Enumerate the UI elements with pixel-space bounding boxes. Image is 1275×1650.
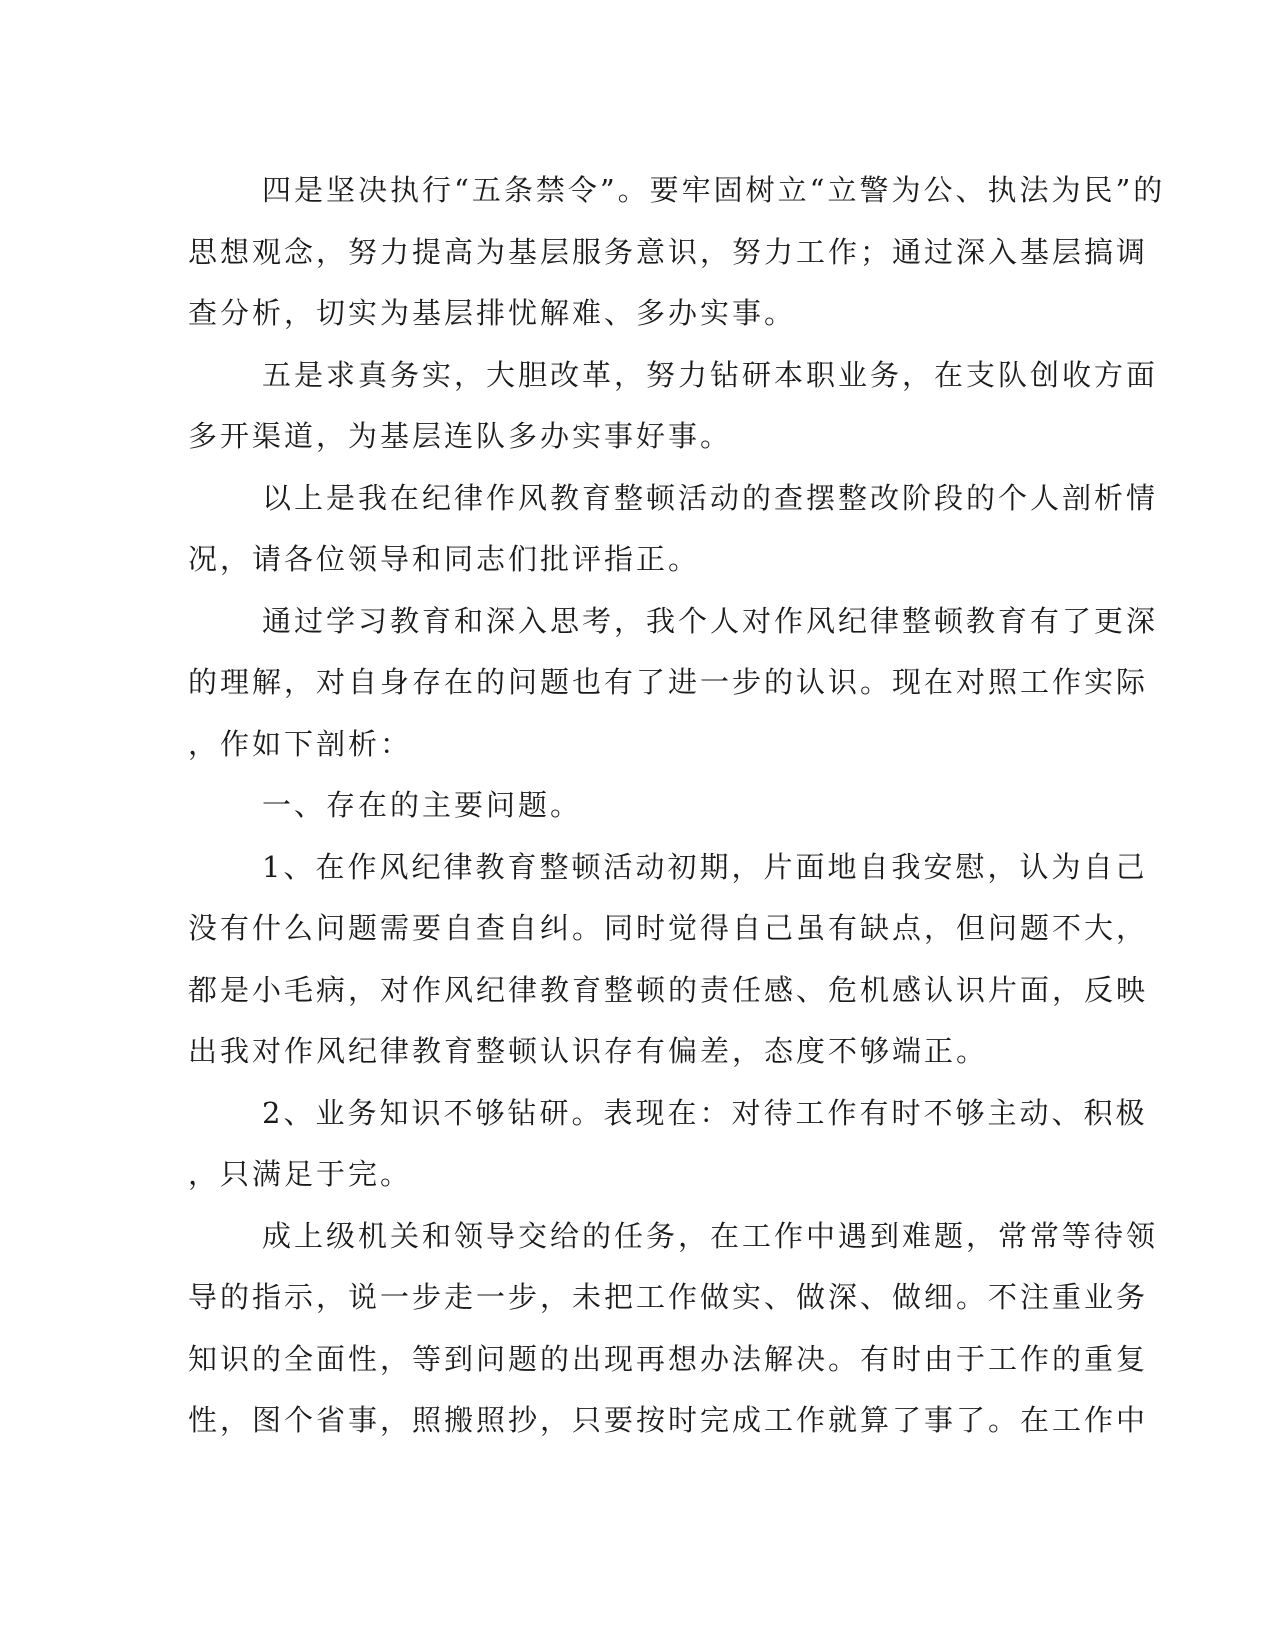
text-line: 出我对作风纪律教育整顿认识存有偏差，态度不够端正。 [188, 1034, 989, 1068]
text-line: 四是坚决执行“五条禁令”。要牢固树立“立警为公、执法为民”的 [262, 173, 1166, 207]
text-line: ，作如下剖析： [188, 726, 413, 761]
text-line: 1、在作风纪律教育整顿活动初期，片面地自我安慰，认为自己 [262, 849, 1148, 884]
text-line: 以上是我在纪律作风教育整顿活动的查摆整改阶段的个人剖析情 [262, 480, 1159, 515]
text-line: 况，请各位领导和同志们批评指正。 [188, 542, 701, 576]
text-line: 成上级机关和领导交给的任务，在工作中遇到难题，常常等待领 [262, 1218, 1159, 1253]
text-line: 2、业务知识不够钻研。表现在：对待工作有时不够主动、积极 [262, 1095, 1148, 1130]
text-line: 都是小毛病，对作风纪律教育整顿的责任感、危机感认识片面，反映 [188, 972, 1149, 1007]
text-line: 通过学习教育和深入思考，我个人对作风纪律整顿教育有了更深 [262, 603, 1159, 638]
text-line: 性，图个省事，照搬照抄，只要按时完成工作就算了事了。在工作中 [188, 1403, 1149, 1437]
document-body [188, 160, 1166, 1452]
text-line: 五是求真务实，大胆改革，努力钻研本职业务，在支队创收方面 [262, 357, 1159, 392]
text-line: 多开渠道，为基层连队多办实事好事。 [188, 419, 733, 453]
text-line: ，只满足于完。 [188, 1157, 413, 1191]
text-line: 导的指示，说一步走一步，未把工作做实、做深、做细。不注重业务 [188, 1280, 1149, 1314]
text-line: 没有什么问题需要自查自纠。同时觉得自己虽有缺点，但问题不大， [188, 911, 1149, 945]
text-line: 查分析，切实为基层排忧解难、多办实事。 [188, 296, 797, 330]
text-line: 的理解，对自身存在的问题也有了进一步的认识。现在对照工作实际 [188, 665, 1149, 699]
text-line: 知识的全面性，等到问题的出现再想办法解决。有时由于工作的重复 [188, 1341, 1149, 1376]
text-line: 一、存在的主要问题。 [262, 788, 583, 822]
text-line: 思想观念，努力提高为基层服务意识，努力工作；通过深入基层搞调 [188, 234, 1149, 269]
